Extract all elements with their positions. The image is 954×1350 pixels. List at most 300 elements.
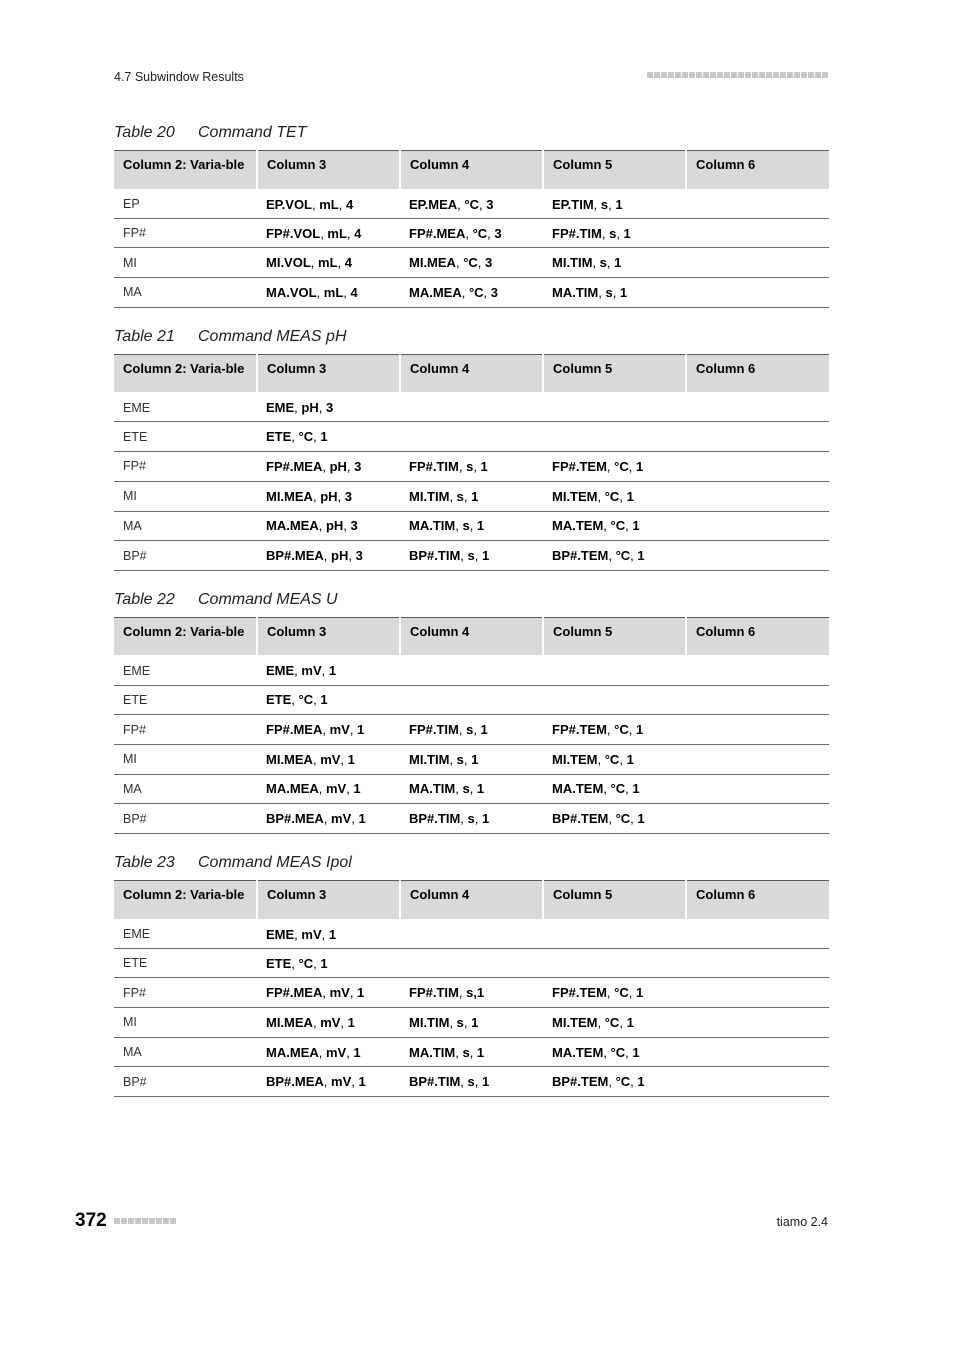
separator: , — [608, 811, 616, 827]
value-part: mV — [331, 811, 352, 827]
value-part: MA.TIM — [409, 1044, 456, 1060]
value-part: 1 — [320, 692, 328, 708]
separator: , — [294, 926, 302, 942]
separator: , — [346, 781, 354, 797]
value-cell — [686, 392, 829, 422]
value-cell — [400, 189, 543, 219]
value-part: BP#.TEM — [552, 548, 609, 564]
command-table — [114, 354, 829, 571]
value-part: pH — [325, 518, 344, 534]
separator: , — [473, 458, 481, 474]
value-cell — [400, 218, 543, 248]
value-cell — [400, 248, 543, 278]
value-cell — [257, 189, 400, 219]
variable-cell: FP# — [114, 715, 257, 745]
table-row — [114, 948, 829, 978]
separator: , — [463, 751, 472, 767]
value-part: mV — [320, 751, 341, 767]
value-cell — [543, 655, 686, 685]
table-header — [114, 354, 829, 392]
column-header: Column 2: Varia-ble — [114, 617, 257, 655]
variable-cell: FP# — [114, 452, 257, 482]
table-number: Table 21 — [114, 327, 175, 345]
separator: , — [460, 811, 468, 827]
value-part: s — [456, 751, 464, 767]
separator: , — [320, 225, 328, 241]
decoration-square — [689, 72, 695, 78]
decoration-square — [801, 72, 807, 78]
decoration-square — [682, 72, 688, 78]
value-part: °C — [614, 458, 629, 474]
separator: , — [473, 722, 481, 738]
value-cell — [686, 978, 829, 1008]
value-cell — [686, 1067, 829, 1097]
table-row — [114, 685, 829, 715]
value-part: pH — [331, 548, 349, 564]
separator: , — [322, 985, 330, 1001]
value-cell — [686, 1037, 829, 1067]
table-body — [114, 655, 829, 833]
table-row — [114, 248, 829, 278]
separator: , — [483, 284, 491, 300]
separator: , — [449, 1014, 457, 1030]
separator: , — [603, 1044, 611, 1060]
table-row — [114, 189, 829, 219]
separator: , — [321, 926, 329, 942]
table-number: Table 22 — [114, 590, 175, 608]
separator: , — [463, 488, 472, 504]
decoration-square — [654, 72, 660, 78]
value-cell — [257, 744, 400, 774]
column-header: Column 4 — [400, 151, 543, 189]
table-row — [114, 511, 829, 541]
value-part: 1 — [347, 1014, 355, 1030]
value-part: 3 — [344, 488, 352, 504]
value-part: 1 — [482, 548, 490, 564]
value-cell — [543, 715, 686, 745]
value-part: mV — [329, 985, 350, 1001]
separator: , — [597, 1014, 605, 1030]
separator: , — [346, 225, 355, 241]
separator: , — [337, 488, 345, 504]
value-part: MA.MEA — [266, 1044, 319, 1060]
value-part: s — [599, 255, 607, 271]
value-part: °C — [464, 196, 479, 212]
value-part: 4 — [354, 225, 362, 241]
value-part: MA.TIM — [409, 518, 456, 534]
table-caption — [114, 122, 829, 150]
variable-cell: MI — [114, 481, 257, 511]
value-part: mL — [318, 255, 338, 271]
separator: , — [461, 284, 469, 300]
value-part: °C — [615, 548, 631, 564]
value-part: MA.TIM — [409, 781, 456, 797]
value-cell — [686, 655, 829, 685]
value-part: °C — [463, 255, 478, 271]
table-title: Command MEAS Ipol — [198, 854, 352, 871]
value-part: FP#.TIM — [409, 722, 459, 738]
header-row — [114, 617, 829, 655]
separator: , — [316, 284, 324, 300]
value-part: 1 — [476, 781, 485, 797]
value-part: s — [609, 225, 617, 241]
value-part: BP#.TIM — [409, 811, 461, 827]
column-header: Column 4 — [400, 881, 543, 919]
separator: , — [338, 196, 346, 212]
separator: , — [597, 488, 605, 504]
value-part: 1 — [626, 1014, 634, 1030]
value-cell — [400, 685, 543, 715]
decoration-square — [696, 72, 702, 78]
separator: , — [619, 751, 627, 767]
column-header: Column 5 — [543, 151, 686, 189]
value-part: BP#.MEA — [266, 811, 324, 827]
column-header: Column 4 — [400, 354, 543, 392]
value-cell — [543, 511, 686, 541]
value-part: mL — [327, 225, 347, 241]
table-header — [114, 881, 829, 919]
value-part: °C — [610, 781, 626, 797]
table-row — [114, 278, 829, 308]
value-cell — [543, 1008, 686, 1038]
value-part: 1 — [626, 488, 634, 504]
table-row — [114, 481, 829, 511]
value-part: MI.TEM — [552, 488, 598, 504]
separator: , — [351, 811, 359, 827]
value-part: FP#.TEM — [552, 985, 607, 1001]
separator: , — [449, 488, 457, 504]
separator: , — [455, 781, 463, 797]
separator: , — [469, 518, 477, 534]
separator: , — [616, 225, 624, 241]
column-header: Column 4 — [400, 617, 543, 655]
value-part: mV — [301, 663, 322, 679]
separator: , — [346, 1044, 354, 1060]
value-part: BP#.TIM — [409, 548, 461, 564]
table-body — [114, 189, 829, 308]
value-part: °C — [610, 1044, 626, 1060]
value-cell — [543, 189, 686, 219]
separator: , — [477, 255, 486, 271]
value-part: °C — [298, 429, 314, 445]
separator: , — [628, 458, 636, 474]
command-table — [114, 617, 829, 834]
value-cell — [543, 248, 686, 278]
separator: , — [460, 1074, 468, 1090]
value-part: 1 — [637, 1074, 645, 1090]
value-cell — [257, 655, 400, 685]
value-part: s — [466, 722, 474, 738]
separator: , — [606, 255, 615, 271]
value-part: 1 — [320, 429, 328, 445]
separator: , — [597, 751, 605, 767]
value-cell — [400, 1067, 543, 1097]
table-row — [114, 541, 829, 571]
separator: , — [349, 722, 358, 738]
separator: , — [608, 1074, 616, 1090]
value-part: 1 — [328, 663, 337, 679]
value-part: 1 — [471, 1014, 479, 1030]
value-cell — [257, 248, 400, 278]
value-part: 1 — [614, 255, 622, 271]
header-decoration-squares — [647, 72, 828, 78]
variable-cell: MA — [114, 1037, 257, 1067]
column-header: Column 2: Varia-ble — [114, 151, 257, 189]
value-part: 3 — [350, 518, 358, 534]
value-part: 1 — [328, 926, 337, 942]
separator: , — [608, 196, 616, 212]
separator: , — [628, 722, 636, 738]
table-row — [114, 392, 829, 422]
value-part: MA.TEM — [552, 781, 604, 797]
value-part: pH — [329, 458, 347, 474]
decoration-square — [128, 1218, 134, 1224]
table-row — [114, 1008, 829, 1038]
value-part: BP#.TEM — [552, 1074, 609, 1090]
value-part: mV — [325, 1044, 347, 1060]
value-cell — [257, 804, 400, 834]
value-part: °C — [615, 811, 631, 827]
value-cell — [686, 541, 829, 571]
variable-cell: MA — [114, 511, 257, 541]
separator: , — [469, 781, 477, 797]
decoration-square — [710, 72, 716, 78]
command-table — [114, 880, 829, 1097]
value-part: °C — [472, 225, 488, 241]
value-part: °C — [604, 1014, 620, 1030]
decoration-square — [114, 1218, 120, 1224]
value-part: °C — [614, 985, 629, 1001]
running-header-section: 4.7 Subwindow Results — [114, 70, 244, 84]
separator: , — [313, 429, 321, 445]
value-part: 1 — [637, 811, 645, 827]
value-part: EP.MEA — [409, 196, 458, 212]
value-part: 1 — [358, 1074, 366, 1090]
table-caption — [114, 326, 829, 354]
table-row — [114, 978, 829, 1008]
value-cell — [686, 685, 829, 715]
value-cell — [686, 744, 829, 774]
value-part: 3 — [490, 284, 499, 300]
value-part: 1 — [637, 548, 645, 564]
value-part: s — [467, 811, 475, 827]
decoration-square — [787, 72, 793, 78]
value-part: 1 — [357, 985, 365, 1001]
value-cell — [543, 1037, 686, 1067]
variable-cell: ETE — [114, 685, 257, 715]
column-header: Column 6 — [686, 354, 829, 392]
value-cell — [686, 715, 829, 745]
value-cell — [257, 392, 400, 422]
column-header: Column 5 — [543, 354, 686, 392]
value-cell — [686, 481, 829, 511]
value-cell — [257, 1008, 400, 1038]
decoration-square — [170, 1218, 176, 1224]
decoration-square — [647, 72, 653, 78]
decoration-square — [815, 72, 821, 78]
table-body — [114, 392, 829, 570]
variable-cell: FP# — [114, 978, 257, 1008]
value-cell — [400, 978, 543, 1008]
separator: , — [606, 458, 615, 474]
variable-cell: EME — [114, 655, 257, 685]
value-part: 3 — [325, 400, 334, 416]
value-cell — [400, 541, 543, 571]
separator: , — [312, 488, 321, 504]
value-cell — [543, 392, 686, 422]
separator: , — [294, 663, 302, 679]
value-cell — [400, 452, 543, 482]
separator: , — [593, 196, 601, 212]
value-part: °C — [610, 518, 626, 534]
value-part: s — [605, 284, 613, 300]
value-part: MI.TIM — [409, 1014, 450, 1030]
value-cell — [257, 278, 400, 308]
value-part: FP#.MEA — [266, 722, 323, 738]
value-cell — [257, 978, 400, 1008]
decoration-square — [822, 72, 828, 78]
value-cell — [257, 685, 400, 715]
value-cell — [400, 919, 543, 949]
separator: , — [343, 518, 351, 534]
table-caption — [114, 589, 829, 617]
separator: , — [323, 548, 332, 564]
table-row — [114, 774, 829, 804]
header-row — [114, 354, 829, 392]
table-title: Command MEAS pH — [198, 327, 347, 345]
separator: , — [449, 751, 457, 767]
value-cell — [400, 744, 543, 774]
table-row — [114, 919, 829, 949]
column-header: Column 5 — [543, 881, 686, 919]
value-part: 1 — [482, 811, 490, 827]
separator: , — [630, 1074, 638, 1090]
value-part: ETE — [266, 692, 292, 708]
column-header: Column 3 — [257, 617, 400, 655]
value-part: 1 — [632, 518, 640, 534]
separator: , — [458, 985, 467, 1001]
value-part: s — [462, 518, 470, 534]
table-row — [114, 1067, 829, 1097]
decoration-square — [661, 72, 667, 78]
value-cell — [686, 189, 829, 219]
value-part: s — [600, 196, 609, 212]
value-part: °C — [468, 284, 484, 300]
decoration-square — [808, 72, 814, 78]
value-part: 1 — [619, 284, 628, 300]
value-part: 3 — [486, 196, 494, 212]
value-cell — [686, 248, 829, 278]
decoration-square — [724, 72, 730, 78]
value-part: mV — [325, 781, 347, 797]
separator: , — [322, 458, 330, 474]
separator: , — [625, 1044, 633, 1060]
separator: , — [312, 1014, 321, 1030]
separator: , — [313, 692, 321, 708]
separator: , — [630, 811, 638, 827]
value-cell — [543, 278, 686, 308]
value-cell — [543, 452, 686, 482]
value-part: MI.MEA — [266, 751, 313, 767]
value-part: 3 — [485, 255, 493, 271]
value-part: °C — [298, 692, 314, 708]
separator: , — [337, 255, 345, 271]
separator: , — [601, 225, 610, 241]
column-header: Column 6 — [686, 151, 829, 189]
page-number: 372 — [75, 1210, 107, 1231]
separator: , — [318, 400, 326, 416]
value-part: °C — [298, 955, 314, 971]
decoration-square — [149, 1218, 155, 1224]
variable-cell: ETE — [114, 948, 257, 978]
separator: , — [349, 985, 358, 1001]
value-part: FP#.TIM — [552, 225, 602, 241]
value-part: s,1 — [466, 985, 485, 1001]
value-part: 1 — [626, 751, 634, 767]
value-part: MA.TIM — [552, 284, 599, 300]
value-part: 1 — [480, 722, 488, 738]
value-part: 1 — [482, 1074, 490, 1090]
separator: , — [606, 722, 615, 738]
value-part: EME — [266, 400, 295, 416]
separator: , — [351, 1074, 359, 1090]
separator: , — [630, 548, 638, 564]
footer-decoration-squares — [114, 1218, 176, 1224]
value-cell — [543, 978, 686, 1008]
table-row — [114, 218, 829, 248]
separator: , — [323, 1074, 332, 1090]
value-cell — [543, 804, 686, 834]
separator: , — [291, 692, 299, 708]
separator: , — [291, 429, 299, 445]
separator: , — [619, 1014, 627, 1030]
value-part: mV — [320, 1014, 341, 1030]
value-part: mV — [331, 1074, 352, 1090]
separator: , — [619, 488, 627, 504]
variable-cell: EME — [114, 919, 257, 949]
table-row — [114, 422, 829, 452]
decoration-square — [773, 72, 779, 78]
variable-cell: MI — [114, 1008, 257, 1038]
value-cell — [257, 481, 400, 511]
separator: , — [460, 548, 468, 564]
value-part: pH — [320, 488, 338, 504]
value-part: 3 — [355, 548, 363, 564]
value-part: 1 — [353, 1044, 361, 1060]
value-cell — [686, 774, 829, 804]
value-part: pH — [301, 400, 319, 416]
separator: , — [603, 781, 611, 797]
separator: , — [348, 548, 356, 564]
value-cell — [400, 422, 543, 452]
column-header: Column 6 — [686, 617, 829, 655]
variable-cell: BP# — [114, 541, 257, 571]
separator: , — [592, 255, 600, 271]
value-part: FP#.TEM — [552, 458, 607, 474]
value-cell — [257, 715, 400, 745]
separator: , — [457, 196, 465, 212]
value-part: MI.TEM — [552, 1014, 598, 1030]
table-body — [114, 919, 829, 1097]
decoration-square — [745, 72, 751, 78]
table-header — [114, 617, 829, 655]
value-cell — [400, 1037, 543, 1067]
value-cell — [400, 1008, 543, 1038]
separator: , — [625, 518, 633, 534]
separator: , — [463, 1014, 472, 1030]
value-part: MI.VOL — [266, 255, 311, 271]
value-cell — [257, 919, 400, 949]
